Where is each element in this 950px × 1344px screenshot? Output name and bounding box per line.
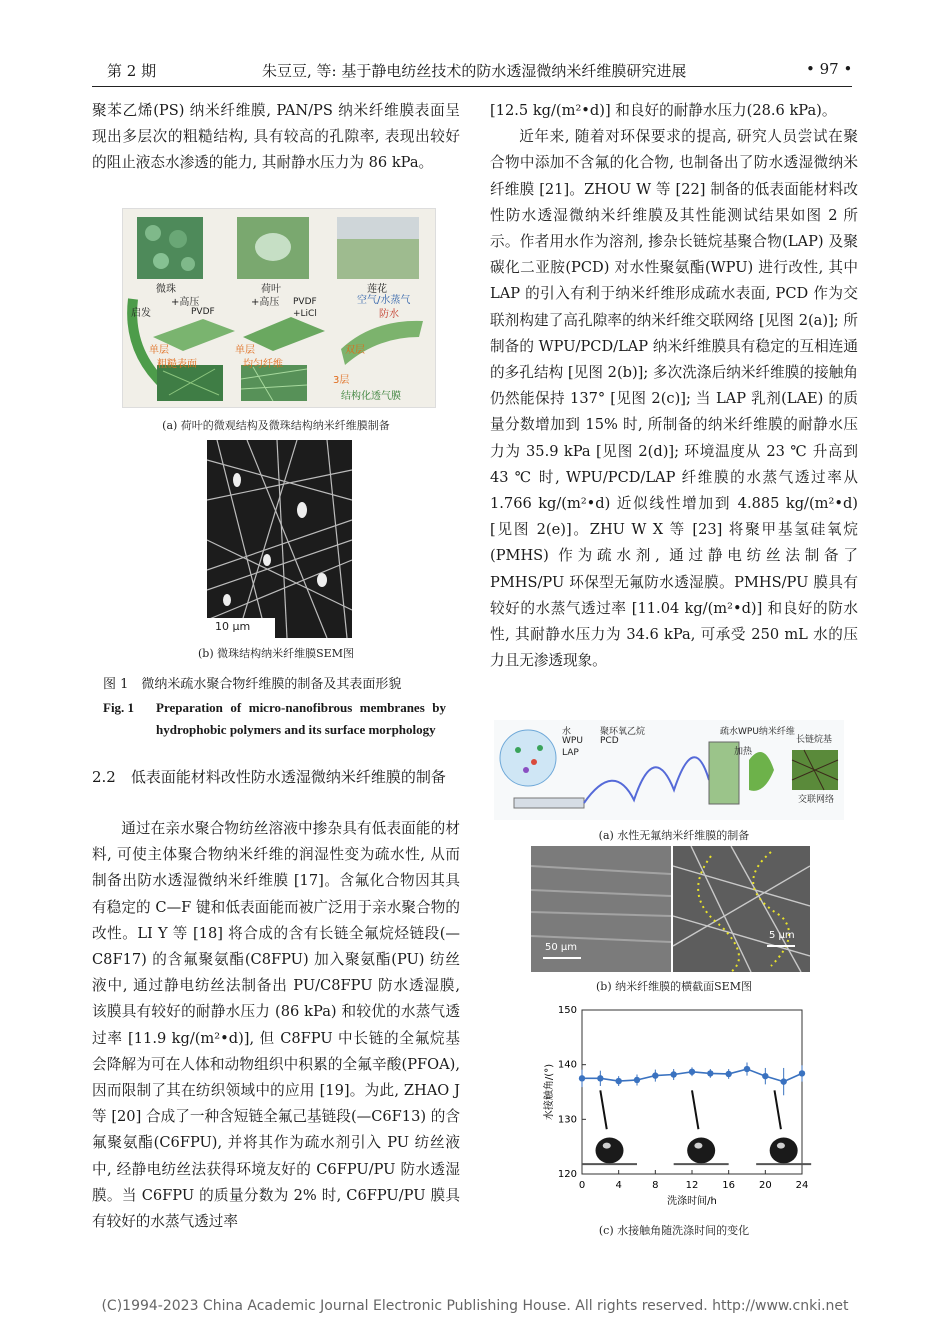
label-high-voltage-1: +高压 [171, 297, 200, 308]
legend-pcd: PCD [600, 736, 619, 746]
droplet-highlight [694, 1143, 702, 1149]
figure1-label-en: Fig. 1 [103, 700, 135, 715]
water-droplet-icon [596, 1137, 624, 1163]
label-inspiration: 启发 [131, 308, 151, 319]
figure1-title-cn: 图 1 微纳米疏水聚合物纤维膜的制备及其表面形貌 [103, 677, 402, 692]
label-heating: 加热 [734, 747, 753, 757]
x-axis-label: 洗涤时间/h [667, 1196, 717, 1207]
x-tick-label: 16 [722, 1180, 736, 1191]
section-title: 2.2 低表面能材料改性防水透湿微纳米纤维膜的制备 [92, 768, 446, 786]
label-structured-membrane: 结构化透气膜 [341, 391, 401, 402]
paragraph-fluorinated: 通过在亲水聚合物纺丝溶液中掺杂具有低表面能的材料, 可使主体聚合物纳米纤维的润湿性变为疏水性, 从而制备出防水透湿微纳米纤维膜 [17]。含氟化合物因其具有稳定的 C—F 键和低表面能而被广泛用于亲水聚合物的改性。LI Y 等 [18] 将合成的含有长链全氟烷烃链段(—C8F17) 的含氟聚氨酯(C8FPU) 加入聚氨酯(PU) 纺丝液中, 通过静电纺丝法制备出 PU/C8FPU 防水透湿膜, 该膜具有较好的耐静水压力 (86 kPa) 和较优的水蒸气透过率 [11.9 kg/(m²•d)], 但 C8FPU 中长链的全氟烷基会降解为可在人体和动物组织中积累的全氟辛酸(PFOA), 因而限制了其在纺织领域中的应用 [19]。为此, ZHAO J 等 [20] 合成了一种含短链全氟己基链段(—C6F13) 的含氟聚氨酯(C6FPU), 并将其作为疏水剂引入 PU 纺丝液中, 经静电纺丝法获得环境友好的 C6FPU/PU 防水透湿膜。当 C6FPU 的质量分数为 2% 时, C6FPU/PU 膜具有较好的水蒸气透过率 [92, 820, 460, 1231]
data-point [597, 1075, 603, 1081]
running-title: 朱豆豆, 等: 基于静电纺丝技术的防水透湿微纳米纤维膜研究进展 [262, 62, 687, 80]
label-hydrophobic-wpu: 疏水WPU纳米纤维 [720, 727, 795, 737]
paragraph-fluorine-free: 近年来, 随着对环保要求的提高, 研究人员尝试在聚合物中添加不含氟的化合物, 也制备出了防水透湿微纳米纤维膜 [21]。ZHOU W 等 [22] 制备的低表面能材料改性防水透湿微纳米纤维膜及其性能测试结果如图 2 所示。作者用水作为溶剂, 掺杂长链烷基聚合物(LAP) 及聚碳化二亚胺(PCD) 对水性聚氨酯(WPU) 进行改性, 其中 LAP 的引入有利于纳米纤维形成疏水表面, PCD 作为交联剂构建了高孔隙率的纳米纤维交联网络 [见图 2(a)]; 所制备的 WPU/PCD/LAP 纳米纤维膜具有稳定的互相连通的多孔结构 [见图 2(b)]; 多次洗涤后纳米纤维膜的接触角仍然能保持 137° [见图 2(c)]; 当 LAP 乳剂(LAE) 的质量分数增加到 15% 时, 所制备的纳米纤维膜的耐静水压力为 35.9 kPa [见图 2(d)]; 环境温度从 23 ℃ 升高到 43 ℃ 时, WPU/PCD/LAP 纤维膜的水蒸气透过率从 1.766 kg/(m²•d) 近似线性增加到 4.885 kg/(m²•d) [见图 2(e)]。ZHU W X 等 [23] 将聚甲基氢硅氧烷(PMHS) 作为疏水剂, 通过静电纺丝法制备了 PMHS/PU 环保型无氟防水透湿膜。PMHS/PU 膜具有较好的水蒸气透过率 [11.04 kg/(m²•d)] 和良好的防水性, 其耐静水压力为 34.6 kPa, 可承受 250 mL 水的压力且无渗透现象。 [490, 128, 858, 670]
data-point [689, 1069, 695, 1075]
label-lotus-leaf: 荷叶 [261, 284, 281, 295]
intro-paragraph: 聚苯乙烯(PS) 纳米纤维膜, PAN/PS 纳米纤维膜表面呈现出多层次的粗糙结构, 具有较高的孔隙率, 表现出较好的阻止液态水渗透的能力, 其耐静水压力为 86 kPa。 [92, 102, 460, 172]
data-point [670, 1071, 676, 1077]
figure2-panel-a [494, 720, 844, 820]
x-tick-label: 24 [795, 1180, 809, 1191]
x-tick-label: 8 [652, 1180, 659, 1191]
data-point [579, 1075, 585, 1081]
journal-issue: 第 2 期 [107, 62, 157, 80]
label-lotus-flower: 莲花 [367, 284, 387, 295]
label-pvdf-2: PVDF [293, 297, 317, 307]
data-point [725, 1071, 731, 1077]
sem-fiber-image [207, 440, 352, 638]
y-tick-label: 150 [557, 1005, 577, 1016]
figure2a-caption: (a) 水性无氟纳米纤维膜的制备 [598, 829, 750, 842]
x-tick-label: 0 [578, 1180, 586, 1191]
label-double-layer: 双层 [345, 345, 365, 356]
droplet-arrow [775, 1090, 781, 1129]
contact-angle-chart [540, 998, 830, 1220]
figure1-panel-a [122, 208, 436, 408]
left-intro [92, 98, 460, 177]
sem-cross-section [531, 846, 810, 972]
water-droplet-icon [770, 1137, 798, 1163]
label-crosslink-network: 交联网络 [798, 795, 835, 805]
label-pvdf-1: PVDF [191, 307, 215, 317]
water-droplet-icon [687, 1137, 715, 1163]
label-waterproof: 防水 [379, 309, 399, 320]
data-point [652, 1072, 658, 1078]
page-number: • 97 • [806, 60, 853, 78]
droplet-arrow [692, 1090, 698, 1129]
data-point [634, 1077, 640, 1083]
x-tick-label: 12 [685, 1180, 699, 1191]
droplet-highlight [603, 1143, 611, 1149]
label-air-vapor: 空气/水蒸气 [357, 295, 411, 306]
y-tick-label: 120 [557, 1169, 577, 1180]
data-point [615, 1078, 621, 1084]
figure2b-caption: (b) 纳米纤维膜的横截面SEM图 [596, 980, 752, 993]
figure1a-caption: (a) 荷叶的微观结构及微珠结构纳米纤维膜制备 [162, 419, 390, 432]
figure2c-caption: (c) 水接触角随洗涤时间的变化 [598, 1224, 750, 1237]
figure2-panel-b-sem [531, 846, 810, 972]
left-body [92, 816, 460, 1235]
scale-5um: 5 μm [769, 930, 795, 941]
label-long-chain-alkyl: 长链烷基 [796, 735, 833, 745]
label-high-voltage-2: +高压 [251, 297, 280, 308]
right-body [490, 98, 858, 674]
label-microbead: 微珠 [156, 284, 176, 295]
label-rough-surface: 粗糙表面 [157, 359, 197, 370]
legend-peo: 聚环氧乙烷 [600, 727, 646, 737]
droplet-highlight [777, 1143, 785, 1149]
scale-bar-label: 10 μm [215, 620, 251, 633]
figure1-panel-b-sem [207, 440, 352, 638]
data-point [762, 1073, 768, 1079]
label-single-layer-2: 单层 [235, 345, 255, 356]
header-rule [92, 86, 852, 87]
data-point [780, 1078, 786, 1084]
legend-lap: LAP [562, 748, 579, 758]
y-axis-label: 水接触角/(°) [544, 1063, 555, 1121]
droplet-arrow [600, 1090, 606, 1129]
copyright-footer: (C)1994-2023 China Academic Journal Electronic Publishing House. All rights reserved. http://www.cnki.net [101, 1298, 849, 1314]
figure2-panel-c-chart [540, 998, 830, 1220]
label-uniform-fiber: 均匀纤维 [243, 359, 283, 370]
figure1-title-en: Preparation of micro-nanofibrous membranes by hydrophobic polymers and its surface morphology [156, 700, 446, 737]
x-tick-label: 20 [758, 1180, 772, 1191]
legend-water: 水 [562, 727, 572, 737]
y-tick-label: 140 [557, 1059, 577, 1071]
y-tick-label: 130 [557, 1114, 577, 1126]
data-point [744, 1066, 750, 1072]
scale-50um: 50 μm [545, 942, 578, 953]
label-single-layer-1: 单层 [149, 345, 169, 356]
legend-wpu: WPU [562, 736, 583, 746]
label-three-layer: 3层 [333, 375, 350, 386]
x-tick-label: 4 [615, 1180, 622, 1191]
continued-paragraph: [12.5 kg/(m²•d)] 和良好的耐静水压力(28.6 kPa)。 [490, 102, 837, 119]
figure1b-caption: (b) 微珠结构纳米纤维膜SEM图 [198, 647, 354, 660]
data-point [799, 1070, 805, 1076]
data-point [707, 1070, 713, 1076]
label-licl: +LiCl [293, 309, 317, 319]
